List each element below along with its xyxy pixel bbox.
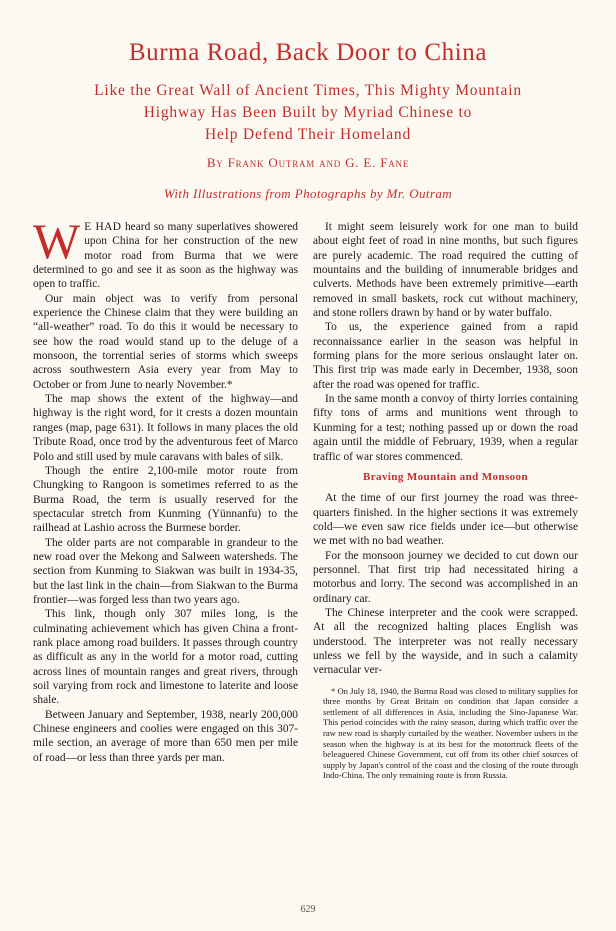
opening-paragraph (33, 213, 298, 292)
section-subheading: Braving Mountain and Monsoon (363, 470, 528, 483)
illustrations-credit: With Illustrations from Photographs by Mr. Outram (163, 186, 453, 201)
paragraph: It might seem leisurely work for one man to build about eight feet of road in nine months, but such figures are purely academic. The road required the cutting of mountains and the building of innumerable bridges and culverts. Methods have been extremely primitive—earth removed in small baskets, rock cut without machinery, and stone rollers drawn by hand or by water buffalo. (313, 221, 578, 320)
article-subtitle (40, 80, 576, 146)
paragraph: In the same month a convoy of thirty lorries containing fifty tons of arms and munitions went through to Kunming for a test; nothing passed up or down the road again until the middle of February, 1939, when a regular traffic of war stores commenced. (313, 393, 578, 463)
paragraph: This link, though only 307 miles long, is the culminating achievement which has given China a front-rank place among road builders. It passes through country as difficult as any in the world for a motor road, cutting across lines of mountain ranges and great rivers, through soil varying from rock and limestone to laterite and loose shale. (33, 608, 298, 707)
paragraph: At the time of our first journey the road was three-quarters finished. In the higher sections it was extremely cold—we even saw rice fields under ice—but otherwise we met with no bad weather. (313, 492, 578, 548)
subtitle-line: Like the Great Wall of Ancient Times, This Mighty Mountain (94, 82, 522, 99)
paragraph: The older parts are not comparable in grandeur to the new road over the Mekong and Salween watersheds. The section from Kunming to Siakwan was built in 1934-35, but the last link in the chain—from Siakwan to the Burma frontier—was forged less than two years ago. (33, 536, 298, 606)
left-column (33, 213, 298, 765)
paragraph: The map shows the extent of the highway—and highway is the right word, for it crests a dozen mountain ranges (map, page 631). It follows in many places the old Tribute Road, once trod by the adventurous feet of Marco Polo and still used by mule caravans with bales of silk. (33, 393, 298, 463)
article-title: Burma Road, Back Door to China (128, 39, 488, 66)
footnote: * On July 18, 1940, the Burma Road was closed to military supplies for three months by Great Britain on condition that Japan consider a settlement of all differences in Asia, including the Sino-Japanese War. This period coincides with the rainy season, during which traffic over the raw new road is sharply curtailed by the weather. November ushers in the season when the highway is at its best for the motortruck fleets of the beleaguered Chinese Government, cut off from its other chief sources of supply by Japan's control of the coast and the closing of the route through Indo-China. The only remaining route is from Russia. (323, 685, 578, 781)
paragraph: Though the entire 2,100-mile motor route from Chungking to Rangoon is sometimes referred to as the Burma Road, the term is usually reserved for the spectacular stretch from Kunming (Yünnanfu) to the railhead at Lashio across the Burmese border. (33, 464, 298, 535)
opening-caps: E HAD (84, 221, 122, 233)
subtitle-line: Highway Has Been Built by Myriad Chinese to (143, 104, 473, 121)
opening-paragraph-text: heard so many superlatives showered upon China for her construction of the new motor road from Burma that we were determined to go and see it as soon as the highway was open to traffic. (33, 221, 298, 291)
right-column (313, 220, 578, 781)
byline: By Frank Outram and G. E. Fane (206, 155, 410, 170)
paragraph: The Chinese interpreter and the cook were scrapped. At all the recognized halting places English was understood. The interpreter was not really necessary unless we fell by the wayside, and in such a calamity vernacular ver- (313, 606, 578, 677)
paragraph: Our main object was to verify from personal experience the Chinese claim that they were building an “all-weather” road. To do this it would be necessary to see how the road would stand up to the deluge of a monsoon, the torrential series of storms which sweeps across southwestern Asia every year from May to October or from June to nearly November.* (33, 292, 298, 391)
page-number: 629 (300, 904, 316, 915)
paragraph: Between January and September, 1938, nearly 200,000 Chinese engineers and coolies were engaged on this 307-mile section, an average of more than 650 men per mile of road—or less than three yards per man. (33, 708, 298, 764)
paragraph: For the monsoon journey we decided to cut down our personnel. That first trip had necessitated hiring a motorbus and lorry. The second was accomplished in an ordinary car. (313, 549, 578, 605)
paragraph: To us, the experience gained from a rapid reconnaissance earlier in the season was helpful in forming plans for the more serious onslaught later on. This first trip was made early in December, 1938, soon after the road was opened for traffic. (313, 321, 578, 391)
subtitle-line: Help Defend Their Homeland (204, 126, 412, 143)
drop-cap: W (33, 213, 81, 269)
